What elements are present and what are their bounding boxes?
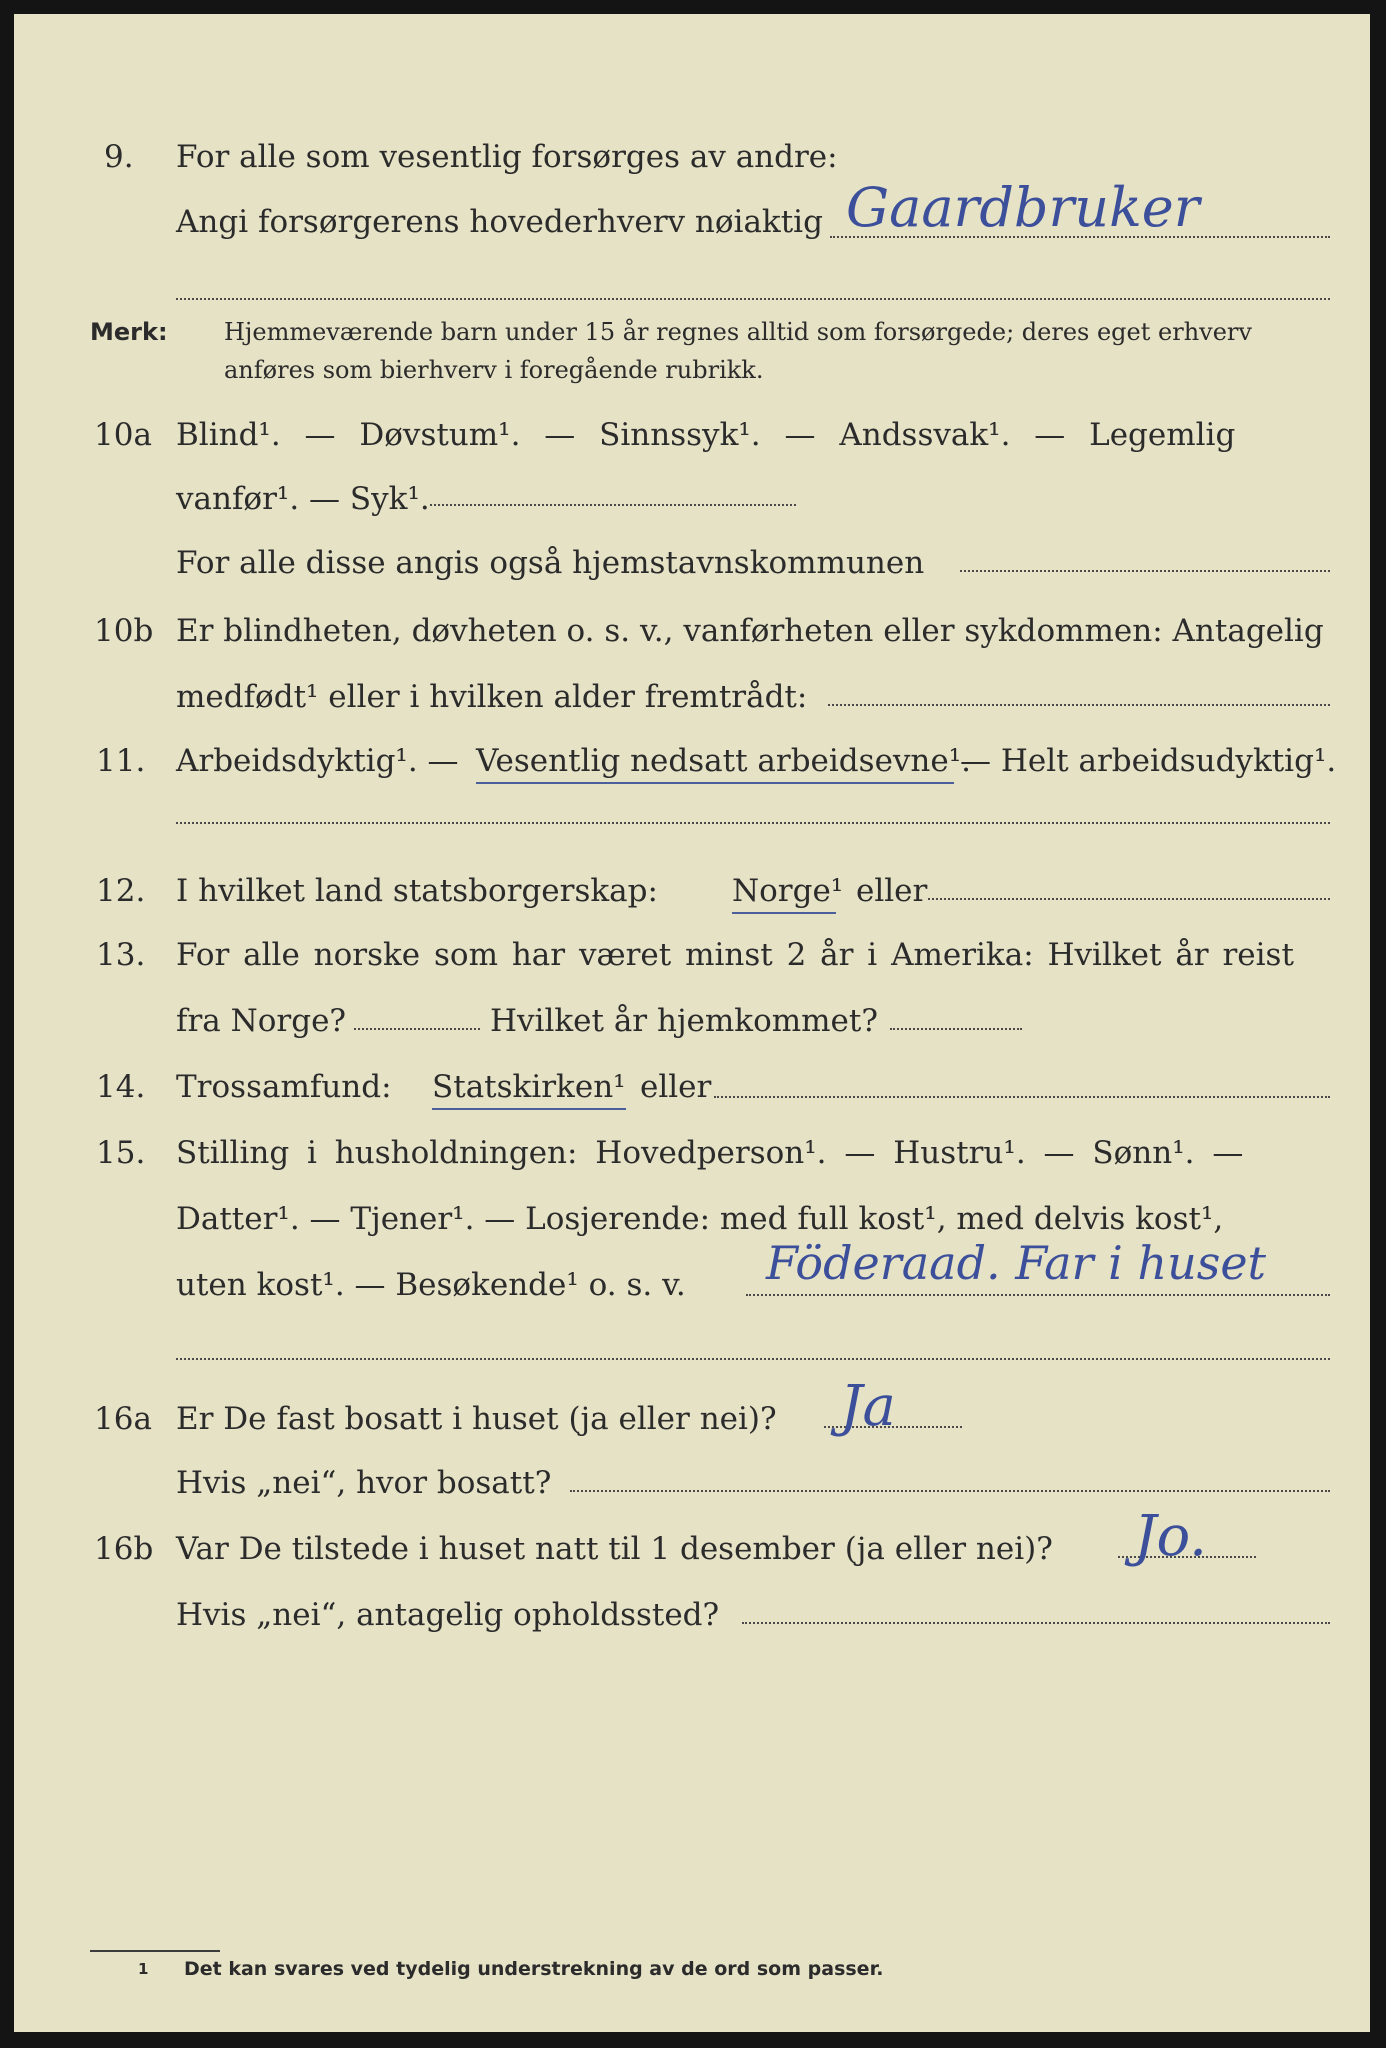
q10a-syk-line <box>430 504 796 506</box>
q13-text-part2: Hvilket år hjemkommet? <box>490 1003 878 1039</box>
q16a-text-line1: Er De fast bosatt i huset (ja eller nei)? <box>176 1401 777 1437</box>
q10a-text-line1: Blind¹. — Døvstum¹. — Sinnssyk¹. — Andssvak¹. — Legemlig <box>176 417 1236 453</box>
q15-text-line2: Datter¹. — Tjener¹. — Losjerende: med full kost¹, med delvis kost¹, <box>176 1201 1224 1237</box>
q16b-text-line1: Var De tilstede i huset natt til 1 desember (ja eller nei)? <box>176 1531 1053 1567</box>
q11-handwritten-underline <box>476 782 954 784</box>
q10a-text-line3: For alle disse angis også hjemstavnskommunen <box>176 545 925 581</box>
q11-text-part2-underlined: Vesentlig nedsatt arbeidsevne¹. <box>476 743 972 779</box>
census-form-page <box>14 14 1370 2032</box>
q14-text: Trossamfund: <box>176 1069 392 1105</box>
q10b-alder-line <box>828 704 1330 706</box>
q9-number: 9. <box>104 139 134 175</box>
q13-number: 13. <box>96 937 146 973</box>
q15-text-line3: uten kost¹. — Besøkende¹ o. s. v. <box>176 1267 686 1303</box>
q9-text-line1: For alle som vesentlig forsørges av andre: <box>176 139 838 175</box>
q14-statskirken-underlined: Statskirken¹ <box>432 1069 626 1105</box>
q15-answer-line <box>746 1294 1330 1296</box>
q16a-handwritten-answer: Ja <box>840 1374 896 1439</box>
q9-handwritten-answer: Gaardbruker <box>846 176 1200 239</box>
q10a-text-line2: vanfør¹. — Syk¹. <box>176 481 430 517</box>
q11-text-part1: Arbeidsdyktig¹. — <box>176 743 459 779</box>
q15-extra-line <box>176 1358 1330 1360</box>
merk-label: Merk: <box>90 318 168 346</box>
q11-extra-line <box>176 822 1330 824</box>
q16b-opholdssted-line <box>742 1622 1330 1624</box>
q14-handwritten-underline <box>432 1108 626 1110</box>
merk-text-line1: Hjemmeværende barn under 15 år regnes alltid som forsørgede; deres eget erhverv <box>224 318 1252 346</box>
q13-text-part1: fra Norge? <box>176 1003 347 1039</box>
q16b-text-line2: Hvis „nei“, antagelig opholdssted? <box>176 1597 720 1633</box>
q12-number: 12. <box>96 873 146 909</box>
q15-text-line1: Stilling i husholdningen: Hovedperson¹. — Hustru¹. — Sønn¹. — <box>176 1135 1244 1171</box>
merk-text-line2: anføres som bierhverv i foregående rubrikk. <box>224 356 764 384</box>
q14-number: 14. <box>96 1069 146 1105</box>
q15-handwritten-answer: Föderaad. Far i huset <box>766 1236 1267 1290</box>
q16b-number: 16b <box>94 1531 154 1567</box>
q10b-text-line1: Er blindheten, døvheten o. s. v., vanførheten eller sykdommen: Antagelig <box>176 613 1324 649</box>
q13-reist-line <box>354 1028 480 1030</box>
q16a-text-line2: Hvis „nei“, hvor bosatt? <box>176 1465 552 1501</box>
q13-hjemkommet-line <box>890 1028 1022 1030</box>
q16a-bosatt-line <box>570 1490 1330 1492</box>
q13-text-line1: For alle norske som har været minst 2 år i Amerika: Hvilket år reist <box>176 937 1294 973</box>
q15-number: 15. <box>96 1135 146 1171</box>
q10a-number: 10a <box>94 417 152 453</box>
q12-handwritten-underline <box>732 912 836 914</box>
q10b-number: 10b <box>94 613 154 649</box>
q12-norge-underlined: Norge¹ <box>732 873 844 909</box>
q12-eller: eller <box>856 873 928 909</box>
q16a-number: 16a <box>94 1401 152 1437</box>
q14-eller-line <box>714 1096 1330 1098</box>
footnote-rule <box>90 1950 220 1952</box>
q10b-text-line2: medfødt¹ eller i hvilken alder fremtrådt: <box>176 679 808 715</box>
q12-eller-line <box>928 898 1330 900</box>
q11-number: 11. <box>96 743 146 779</box>
footnote-mark: 1 <box>138 1960 149 1978</box>
q14-eller: eller <box>640 1069 712 1105</box>
q9-extra-line <box>176 298 1330 300</box>
q9-text-line2: Angi forsørgerens hovederhverv nøiaktig <box>176 204 823 240</box>
q16b-handwritten-answer: Jo. <box>1134 1504 1207 1569</box>
q12-text: I hvilket land statsborgerskap: <box>176 873 658 909</box>
footnote-text: Det kan svares ved tydelig understrekning av de ord som passer. <box>184 1958 884 1980</box>
q10a-kommune-line <box>960 570 1330 572</box>
q11-text-part3: — Helt arbeidsudyktig¹. <box>960 743 1337 779</box>
